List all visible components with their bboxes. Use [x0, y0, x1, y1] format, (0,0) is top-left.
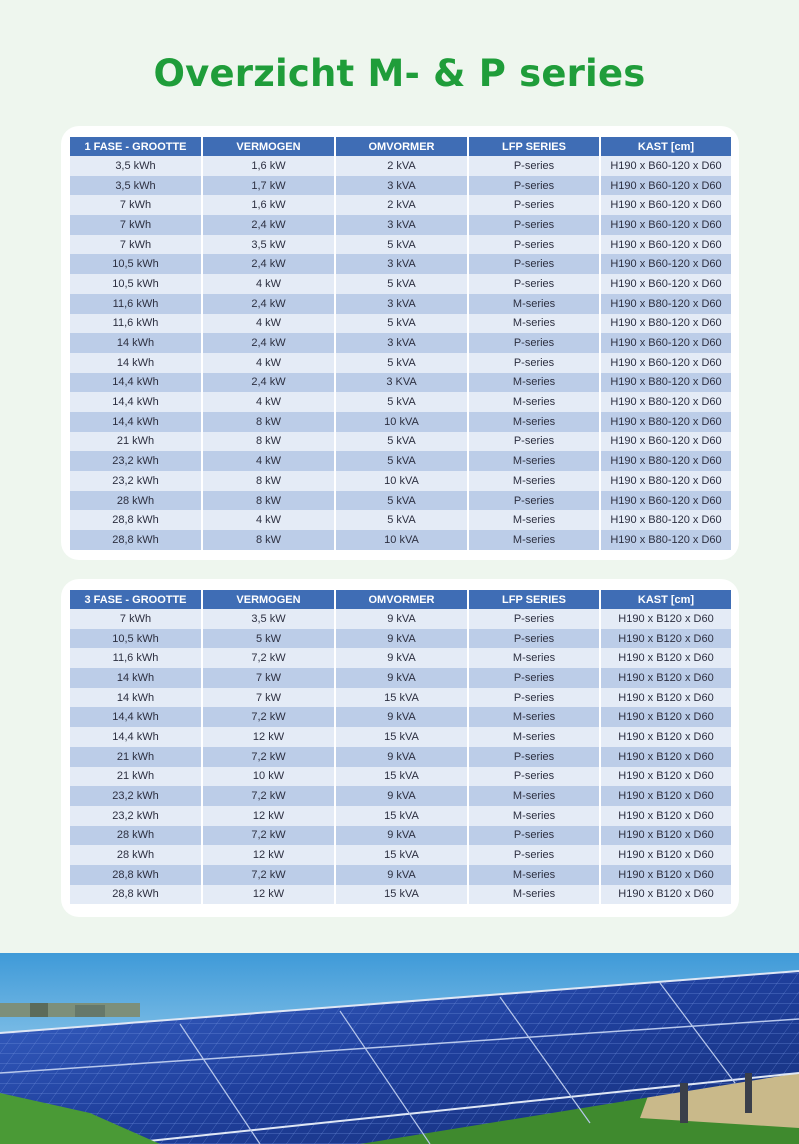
- kast-cell: H190 x B120 x D60: [600, 786, 731, 806]
- table-row: [70, 353, 731, 373]
- kast-cell: H190 x B120 x D60: [600, 826, 731, 846]
- omvormer-cell: 9 kVA: [335, 865, 468, 885]
- table-row: [70, 727, 731, 747]
- lfp-series-cell: P-series: [468, 235, 600, 255]
- grootte-cell: 14 kWh: [70, 668, 202, 688]
- lfp-series-cell: P-series: [468, 353, 600, 373]
- kast-cell: H190 x B120 x D60: [600, 707, 731, 727]
- lfp-series-cell: M-series: [468, 510, 600, 530]
- kast-cell: H190 x B120 x D60: [600, 845, 731, 865]
- omvormer-cell: 15 kVA: [335, 688, 468, 708]
- omvormer-cell: 15 kVA: [335, 885, 468, 905]
- kast-cell: H190 x B120 x D60: [600, 648, 731, 668]
- omvormer-cell: 15 kVA: [335, 767, 468, 787]
- table-row: [70, 845, 731, 865]
- vermogen-cell: 12 kW: [202, 845, 335, 865]
- vermogen-cell: 1,7 kW: [202, 176, 335, 196]
- header-lfp-series: LFP SERIES: [468, 137, 600, 156]
- grootte-cell: 14,4 kWh: [70, 373, 202, 393]
- omvormer-cell: 3 kVA: [335, 254, 468, 274]
- omvormer-cell: 10 kVA: [335, 471, 468, 491]
- vermogen-cell: 4 kW: [202, 274, 335, 294]
- grootte-cell: 23,2 kWh: [70, 451, 202, 471]
- grootte-cell: 7 kWh: [70, 215, 202, 235]
- vermogen-cell: 8 kW: [202, 412, 335, 432]
- kast-cell: H190 x B120 x D60: [600, 688, 731, 708]
- table-row: [70, 648, 731, 668]
- kast-cell: H190 x B80-120 x D60: [600, 294, 731, 314]
- omvormer-cell: 5 kVA: [335, 392, 468, 412]
- grootte-cell: 11,6 kWh: [70, 294, 202, 314]
- lfp-series-cell: M-series: [468, 451, 600, 471]
- kast-cell: H190 x B80-120 x D60: [600, 451, 731, 471]
- vermogen-cell: 2,4 kW: [202, 373, 335, 393]
- kast-cell: H190 x B80-120 x D60: [600, 471, 731, 491]
- table-row: [70, 412, 731, 432]
- vermogen-cell: 5 kW: [202, 629, 335, 649]
- kast-cell: H190 x B80-120 x D60: [600, 314, 731, 334]
- single-phase-table: [70, 137, 731, 550]
- table-row: [70, 747, 731, 767]
- kast-cell: H190 x B80-120 x D60: [600, 412, 731, 432]
- omvormer-cell: 5 kVA: [335, 451, 468, 471]
- lfp-series-cell: P-series: [468, 432, 600, 452]
- table-row: [70, 392, 731, 412]
- grootte-cell: 11,6 kWh: [70, 648, 202, 668]
- three-phase-table: [70, 590, 731, 904]
- grootte-cell: 3,5 kWh: [70, 176, 202, 196]
- table-row: [70, 314, 731, 334]
- table-row: [70, 806, 731, 826]
- vermogen-cell: 7,2 kW: [202, 747, 335, 767]
- header-grootte: 3 FASE - GROOTTE: [70, 590, 202, 609]
- lfp-series-cell: M-series: [468, 392, 600, 412]
- header-kast: KAST [cm]: [600, 137, 731, 156]
- omvormer-cell: 15 kVA: [335, 727, 468, 747]
- kast-cell: H190 x B120 x D60: [600, 629, 731, 649]
- kast-cell: H190 x B60-120 x D60: [600, 215, 731, 235]
- lfp-series-cell: M-series: [468, 294, 600, 314]
- lfp-series-cell: M-series: [468, 707, 600, 727]
- lfp-series-cell: M-series: [468, 471, 600, 491]
- omvormer-cell: 15 kVA: [335, 806, 468, 826]
- kast-cell: H190 x B60-120 x D60: [600, 156, 731, 176]
- omvormer-cell: 10 kVA: [335, 412, 468, 432]
- kast-cell: H190 x B120 x D60: [600, 668, 731, 688]
- omvormer-cell: 5 kVA: [335, 314, 468, 334]
- lfp-series-cell: P-series: [468, 215, 600, 235]
- vermogen-cell: 4 kW: [202, 392, 335, 412]
- table-row: [70, 688, 731, 708]
- lfp-series-cell: P-series: [468, 156, 600, 176]
- kast-cell: H190 x B60-120 x D60: [600, 353, 731, 373]
- lfp-series-cell: M-series: [468, 865, 600, 885]
- kast-cell: H190 x B120 x D60: [600, 747, 731, 767]
- solar-panel-photo: [0, 953, 799, 1144]
- table-row: [70, 865, 731, 885]
- grootte-cell: 10,5 kWh: [70, 274, 202, 294]
- kast-cell: H190 x B60-120 x D60: [600, 432, 731, 452]
- table-row: [70, 885, 731, 905]
- grootte-cell: 14,4 kWh: [70, 727, 202, 747]
- grootte-cell: 28,8 kWh: [70, 865, 202, 885]
- header-omvormer: OMVORMER: [335, 137, 468, 156]
- lfp-series-cell: P-series: [468, 609, 600, 629]
- omvormer-cell: 2 kVA: [335, 195, 468, 215]
- table-row: [70, 254, 731, 274]
- table-row: [70, 629, 731, 649]
- three-phase-table-card: [61, 579, 739, 917]
- grootte-cell: 7 kWh: [70, 195, 202, 215]
- table-row: [70, 274, 731, 294]
- kast-cell: H190 x B60-120 x D60: [600, 491, 731, 511]
- table-row: [70, 215, 731, 235]
- grootte-cell: 23,2 kWh: [70, 806, 202, 826]
- omvormer-cell: 3 kVA: [335, 294, 468, 314]
- vermogen-cell: 1,6 kW: [202, 195, 335, 215]
- grootte-cell: 7 kWh: [70, 235, 202, 255]
- vermogen-cell: 7,2 kW: [202, 648, 335, 668]
- lfp-series-cell: M-series: [468, 786, 600, 806]
- vermogen-cell: 3,5 kW: [202, 609, 335, 629]
- lfp-series-cell: P-series: [468, 767, 600, 787]
- vermogen-cell: 7,2 kW: [202, 826, 335, 846]
- lfp-series-cell: M-series: [468, 373, 600, 393]
- header-vermogen: VERMOGEN: [202, 137, 335, 156]
- table-row: [70, 707, 731, 727]
- grootte-cell: 11,6 kWh: [70, 314, 202, 334]
- lfp-series-cell: M-series: [468, 806, 600, 826]
- omvormer-cell: 2 kVA: [335, 156, 468, 176]
- grootte-cell: 3,5 kWh: [70, 156, 202, 176]
- lfp-series-cell: P-series: [468, 254, 600, 274]
- omvormer-cell: 3 kVA: [335, 215, 468, 235]
- page-title: Overzicht M- & P series: [153, 52, 646, 95]
- lfp-series-cell: P-series: [468, 629, 600, 649]
- lfp-series-cell: M-series: [468, 727, 600, 747]
- vermogen-cell: 3,5 kW: [202, 235, 335, 255]
- omvormer-cell: 5 kVA: [335, 491, 468, 511]
- vermogen-cell: 2,4 kW: [202, 215, 335, 235]
- grootte-cell: 28 kWh: [70, 826, 202, 846]
- vermogen-cell: 12 kW: [202, 885, 335, 905]
- grootte-cell: 28 kWh: [70, 491, 202, 511]
- table-row: [70, 609, 731, 629]
- table-row: [70, 195, 731, 215]
- grootte-cell: 21 kWh: [70, 432, 202, 452]
- kast-cell: H190 x B120 x D60: [600, 806, 731, 826]
- vermogen-cell: 8 kW: [202, 491, 335, 511]
- lfp-series-cell: P-series: [468, 176, 600, 196]
- grootte-cell: 14 kWh: [70, 333, 202, 353]
- kast-cell: H190 x B60-120 x D60: [600, 333, 731, 353]
- lfp-series-cell: P-series: [468, 747, 600, 767]
- lfp-series-cell: P-series: [468, 491, 600, 511]
- table-row: [70, 451, 731, 471]
- vermogen-cell: 8 kW: [202, 471, 335, 491]
- vermogen-cell: 8 kW: [202, 530, 335, 550]
- grootte-cell: 14 kWh: [70, 688, 202, 708]
- grootte-cell: 14 kWh: [70, 353, 202, 373]
- lfp-series-cell: P-series: [468, 195, 600, 215]
- kast-cell: H190 x B60-120 x D60: [600, 235, 731, 255]
- grootte-cell: 21 kWh: [70, 767, 202, 787]
- lfp-series-cell: P-series: [468, 668, 600, 688]
- kast-cell: H190 x B60-120 x D60: [600, 274, 731, 294]
- solar-panel-field-photo-icon: [0, 953, 799, 1144]
- vermogen-cell: 7,2 kW: [202, 707, 335, 727]
- vermogen-cell: 4 kW: [202, 451, 335, 471]
- grootte-cell: 28,8 kWh: [70, 510, 202, 530]
- grootte-cell: 14,4 kWh: [70, 412, 202, 432]
- omvormer-cell: 9 kVA: [335, 747, 468, 767]
- lfp-series-cell: M-series: [468, 530, 600, 550]
- omvormer-cell: 5 kVA: [335, 353, 468, 373]
- vermogen-cell: 2,4 kW: [202, 294, 335, 314]
- lfp-series-cell: P-series: [468, 274, 600, 294]
- table-header-row: [70, 137, 731, 156]
- table-row: [70, 373, 731, 393]
- grootte-cell: 23,2 kWh: [70, 786, 202, 806]
- grootte-cell: 14,4 kWh: [70, 392, 202, 412]
- grootte-cell: 21 kWh: [70, 747, 202, 767]
- kast-cell: H190 x B120 x D60: [600, 885, 731, 905]
- omvormer-cell: 5 kVA: [335, 235, 468, 255]
- omvormer-cell: 10 kVA: [335, 530, 468, 550]
- omvormer-cell: 9 kVA: [335, 786, 468, 806]
- table-row: [70, 432, 731, 452]
- omvormer-cell: 3 kVA: [335, 333, 468, 353]
- kast-cell: H190 x B60-120 x D60: [600, 176, 731, 196]
- vermogen-cell: 12 kW: [202, 727, 335, 747]
- vermogen-cell: 2,4 kW: [202, 333, 335, 353]
- table-row: [70, 767, 731, 787]
- omvormer-cell: 5 kVA: [335, 432, 468, 452]
- omvormer-cell: 9 kVA: [335, 707, 468, 727]
- vermogen-cell: 4 kW: [202, 510, 335, 530]
- kast-cell: H190 x B60-120 x D60: [600, 254, 731, 274]
- table-header-row: [70, 590, 731, 609]
- grootte-cell: 14,4 kWh: [70, 707, 202, 727]
- table-row: [70, 786, 731, 806]
- header-lfp-series: LFP SERIES: [468, 590, 600, 609]
- vermogen-cell: 7,2 kW: [202, 865, 335, 885]
- table-row: [70, 333, 731, 353]
- grootte-cell: 7 kWh: [70, 609, 202, 629]
- lfp-series-cell: P-series: [468, 826, 600, 846]
- omvormer-cell: 9 kVA: [335, 609, 468, 629]
- kast-cell: H190 x B80-120 x D60: [600, 510, 731, 530]
- vermogen-cell: 10 kW: [202, 767, 335, 787]
- header-grootte: 1 FASE - GROOTTE: [70, 137, 202, 156]
- omvormer-cell: 9 kVA: [335, 648, 468, 668]
- header-vermogen: VERMOGEN: [202, 590, 335, 609]
- header-omvormer: OMVORMER: [335, 590, 468, 609]
- grootte-cell: 10,5 kWh: [70, 629, 202, 649]
- lfp-series-cell: M-series: [468, 314, 600, 334]
- table-row: [70, 294, 731, 314]
- table-row: [70, 235, 731, 255]
- omvormer-cell: 3 KVA: [335, 373, 468, 393]
- omvormer-cell: 15 kVA: [335, 845, 468, 865]
- grootte-cell: 28,8 kWh: [70, 530, 202, 550]
- omvormer-cell: 9 kVA: [335, 668, 468, 688]
- kast-cell: H190 x B60-120 x D60: [600, 195, 731, 215]
- grootte-cell: 28 kWh: [70, 845, 202, 865]
- omvormer-cell: 9 kVA: [335, 629, 468, 649]
- lfp-series-cell: P-series: [468, 845, 600, 865]
- lfp-series-cell: M-series: [468, 885, 600, 905]
- lfp-series-cell: P-series: [468, 333, 600, 353]
- kast-cell: H190 x B120 x D60: [600, 727, 731, 747]
- kast-cell: H190 x B120 x D60: [600, 865, 731, 885]
- lfp-series-cell: M-series: [468, 648, 600, 668]
- table-row: [70, 510, 731, 530]
- vermogen-cell: 4 kW: [202, 314, 335, 334]
- kast-cell: H190 x B80-120 x D60: [600, 530, 731, 550]
- grootte-cell: 28,8 kWh: [70, 885, 202, 905]
- lfp-series-cell: P-series: [468, 688, 600, 708]
- table-row: [70, 826, 731, 846]
- table-row: [70, 530, 731, 550]
- table-row: [70, 491, 731, 511]
- lfp-series-cell: M-series: [468, 412, 600, 432]
- table-row: [70, 668, 731, 688]
- kast-cell: H190 x B120 x D60: [600, 609, 731, 629]
- kast-cell: H190 x B80-120 x D60: [600, 392, 731, 412]
- header-kast: KAST [cm]: [600, 590, 731, 609]
- vermogen-cell: 7 kW: [202, 688, 335, 708]
- grootte-cell: 10,5 kWh: [70, 254, 202, 274]
- vermogen-cell: 7,2 kW: [202, 786, 335, 806]
- kast-cell: H190 x B80-120 x D60: [600, 373, 731, 393]
- vermogen-cell: 7 kW: [202, 668, 335, 688]
- table-row: [70, 471, 731, 491]
- vermogen-cell: 8 kW: [202, 432, 335, 452]
- vermogen-cell: 1,6 kW: [202, 156, 335, 176]
- vermogen-cell: 2,4 kW: [202, 254, 335, 274]
- single-phase-table-card: [61, 126, 739, 560]
- vermogen-cell: 12 kW: [202, 806, 335, 826]
- kast-cell: H190 x B120 x D60: [600, 767, 731, 787]
- grootte-cell: 23,2 kWh: [70, 471, 202, 491]
- omvormer-cell: 9 kVA: [335, 826, 468, 846]
- omvormer-cell: 3 kVA: [335, 176, 468, 196]
- omvormer-cell: 5 kVA: [335, 274, 468, 294]
- table-row: [70, 176, 731, 196]
- table-row: [70, 156, 731, 176]
- omvormer-cell: 5 kVA: [335, 510, 468, 530]
- vermogen-cell: 4 kW: [202, 353, 335, 373]
